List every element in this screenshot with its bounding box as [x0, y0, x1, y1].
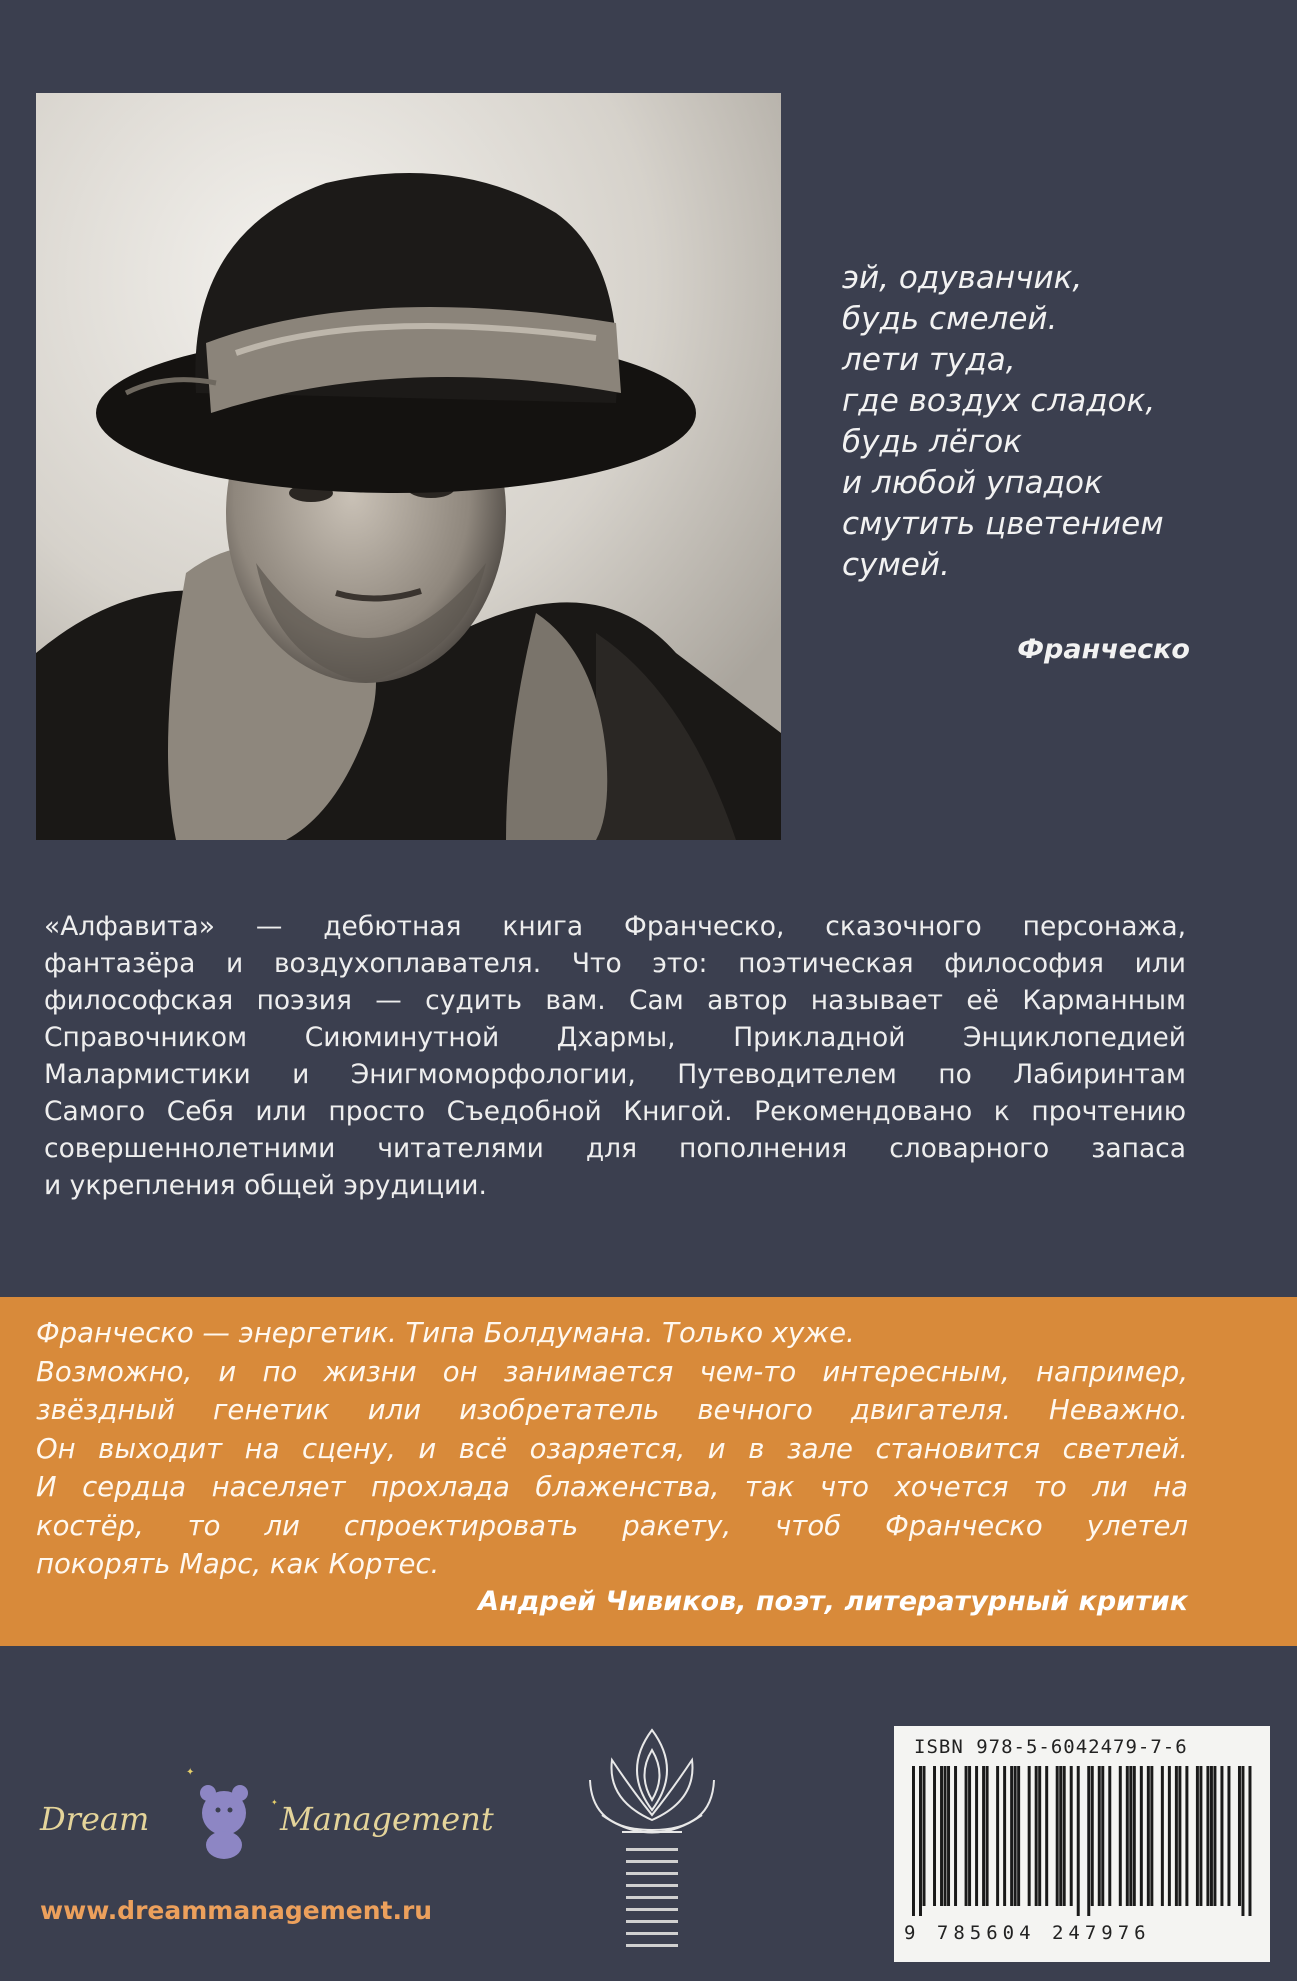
- poem-line: будь лёгок: [842, 424, 1022, 460]
- quote-line: Франческо — энергетик. Типа Болдумана. Только хуже.: [36, 1317, 855, 1349]
- description-line: Малармистики и Энигмоморфологии, Путеводителем по Лабиринтам: [44, 1059, 1186, 1090]
- quote-line: Он выходит на сцену, и всё озаряется, и в зале становится светлей.: [36, 1432, 1188, 1465]
- poem-line: и любой упадок: [842, 465, 1103, 501]
- logo-text-management: Management: [280, 1800, 494, 1838]
- svg-text:✦: ✦: [186, 1767, 195, 1778]
- isbn-barcode: [894, 1726, 1270, 1962]
- poem-line: смутить цветением: [842, 506, 1164, 542]
- review-quote: [36, 1314, 1188, 1584]
- publisher-logo: [40, 1745, 494, 1865]
- quote-line: костёр, то ли спроектировать ракету, чтоб Франческо улетел: [36, 1509, 1188, 1542]
- moon-bear-icon: [166, 1745, 296, 1875]
- svg-text:✦: ✦: [271, 1798, 278, 1807]
- description-line: философская поэзия — судить вам. Сам автор называет её Карманным: [44, 985, 1186, 1016]
- author-photo: [36, 93, 781, 840]
- poem: [842, 258, 1202, 586]
- barcode-bars: [912, 1766, 1252, 1916]
- quote-line: И сердца населяет прохлада блаженства, так что хочется то ли на: [36, 1471, 1188, 1503]
- barcode-digits: 9 785604 247976: [904, 1922, 1151, 1944]
- book-description: [44, 908, 1186, 1204]
- description-line: совершеннолетними читателями для пополнения словарного запаса: [44, 1133, 1186, 1164]
- poem-author: Франческо: [1017, 634, 1190, 665]
- logo-text-dream: Dream: [40, 1800, 150, 1838]
- description-line: Самого Себя или просто Съедобной Книгой. Рекомендовано к прочтению: [44, 1096, 1186, 1127]
- quote-line: Возможно, и по жизни он занимается чем-то интересным, например,: [36, 1355, 1188, 1388]
- poem-line: где воздух сладок,: [842, 383, 1156, 419]
- quote-line: покорять Марс, как Кортес.: [36, 1548, 440, 1580]
- poem-line: эй, одуванчик,: [842, 260, 1083, 296]
- author-portrait-image: [36, 93, 781, 840]
- description-line: «Алфавита» — дебютная книга Франческо, сказочного персонажа,: [44, 911, 1186, 942]
- description-line: и укрепления общей эрудиции.: [44, 1170, 487, 1201]
- poem-line: будь смелей.: [842, 301, 1058, 337]
- lotus-emblem-icon: [582, 1720, 722, 1960]
- poem-line: лети туда,: [842, 342, 1016, 378]
- description-line: фантазёра и воздухоплавателя. Что это: поэтическая философия или: [44, 948, 1186, 979]
- poem-line: сумей.: [842, 547, 950, 583]
- quote-line: звёздный генетик или изобретатель вечного двигателя. Неважно.: [36, 1394, 1188, 1426]
- quote-author: Андрей Чивиков, поэт, литературный критик: [478, 1586, 1188, 1617]
- publisher-url[interactable]: www.dreammanagement.ru: [40, 1896, 433, 1925]
- isbn-label: ISBN 978-5-6042479-7-6: [914, 1736, 1188, 1758]
- description-line: Справочником Сиюминутной Дхармы, Прикладной Энциклопедией: [44, 1022, 1186, 1053]
